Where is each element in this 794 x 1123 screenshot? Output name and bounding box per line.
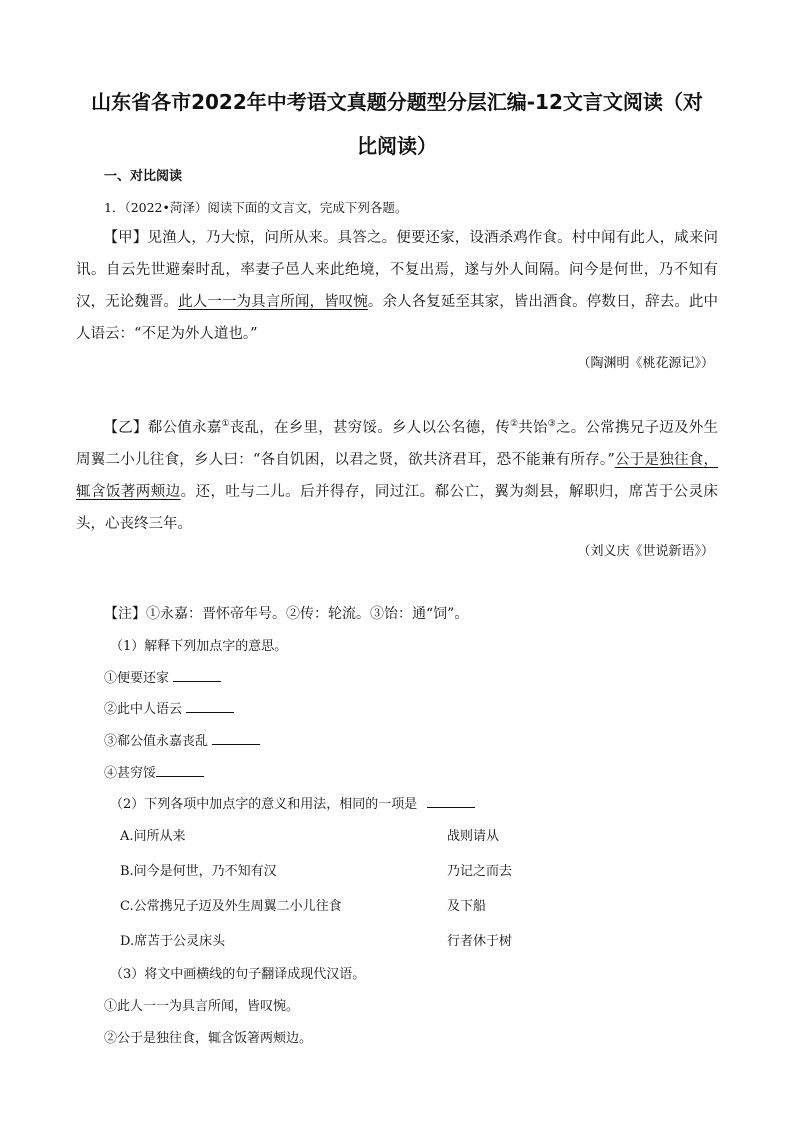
passage-yi-text-2: 丧乱，在乡里，甚穷馁。乡人以公名德，传	[229, 419, 510, 436]
option-right: 乃记之而去	[447, 864, 513, 879]
footnote-marker-2: ②	[509, 419, 519, 429]
option-right: 及下船	[447, 899, 487, 914]
option-left: A.问所从来	[120, 829, 186, 844]
sub-question-1-item	[104, 698, 234, 717]
passage-yi	[76, 408, 718, 540]
option-left: D.席苫于公灵床头	[120, 934, 226, 949]
title-line-1: 山东省各市2022年中考语文真题分题型分层汇编-12文言文阅读（对	[91, 90, 703, 114]
passage-yi-text-5: 。还，吐与二儿。后并得存，同过江。郗公亡，翼为剡县，解职归，席苫于公灵床头，心丧终三年。	[76, 483, 719, 532]
question-1-intro: 1．（2022•菏泽）阅读下面的文言文，完成下列各题。	[104, 200, 408, 215]
answer-blank[interactable]	[186, 700, 234, 713]
passage-yi-text-4: 之。公常携兄子迈及外生周翼二小儿往食，乡人曰：“各自饥困，以君之贤，欲共济君耳，恐不能兼有所存。”	[76, 419, 718, 468]
footnote-marker-1: ①	[221, 419, 230, 429]
answer-blank[interactable]	[156, 764, 204, 777]
passage-jia-text-1: 【甲】见渔人，乃大惊，问所从来。具答之。便要还家，设酒杀鸡作食。村中闻有此人，咸来问讯。自云先世避秦时乱，率妻子邑人来此绝境，不复出焉，遂与外人间隔。问今是何世，乃不知有汉，无论魏晋。	[76, 230, 718, 310]
answer-blank[interactable]	[173, 669, 221, 682]
passage-yi-text-3: 共饴	[518, 419, 548, 436]
passage-yi-underlined-sentence: 公于是独往食，辄含饭著两颊边	[76, 451, 719, 500]
footnote-marker-3: ③	[547, 419, 557, 429]
passage-jia-text-2: 。余人各复延至其家，皆出酒食。停数日，辞去。此中人语云：“不足为外人道也。”	[76, 294, 719, 342]
title-line-2: 比阅读）	[357, 134, 437, 158]
section-heading: 一、对比阅读	[104, 169, 183, 184]
answer-blank[interactable]	[212, 732, 260, 745]
document-title	[60, 80, 734, 168]
passage-yi-text-1: 【乙】郗公值永嘉	[103, 419, 222, 436]
prompt-text: （2）下列各项中加点字的意义和用法，相同的一项是	[110, 797, 418, 812]
item-text: ④甚穷馁	[104, 766, 157, 781]
item-text: ①便要还家	[104, 671, 170, 686]
sub-question-1-item	[104, 667, 221, 686]
option-left: B.问今是何世，乃不知有汉	[120, 864, 277, 879]
item-text: ③郗公值永嘉丧乱	[104, 734, 209, 749]
annotation-note: 【注】①永嘉：晋怀帝年号。②传：轮流。③饴：通“饲”。	[104, 606, 469, 622]
sub-question-1-item	[104, 762, 204, 781]
item-text: ②此中人语云	[104, 702, 183, 717]
sub-question-3-prompt: （3）将文中画横线的句子翻译成现代汉语。	[110, 967, 366, 982]
sub-question-3-item: ②公于是独往食，辄含饭箸两颊边。	[104, 1031, 313, 1046]
sub-question-3-item: ①此人一一为具言所闻，皆叹惋。	[104, 999, 300, 1014]
answer-blank[interactable]	[427, 795, 475, 808]
option-right: 行者休于树	[447, 934, 513, 949]
passage-jia-source: （陶渊明《桃花源记》）	[577, 356, 714, 371]
option-left: C.公常携兄子迈及外生周翼二小儿往食	[120, 899, 342, 914]
sub-question-1-item	[104, 730, 260, 749]
sub-question-1-prompt: （1）解释下列加点字的意思。	[110, 639, 288, 654]
passage-jia-underlined-sentence: 此人一一为具言所闻，皆叹惋	[178, 294, 368, 310]
option-right: 战则请从	[447, 829, 500, 844]
sub-question-2-prompt	[110, 793, 475, 812]
passage-yi-source: （刘义庆《世说新语》）	[577, 544, 714, 559]
passage-jia	[76, 222, 718, 350]
